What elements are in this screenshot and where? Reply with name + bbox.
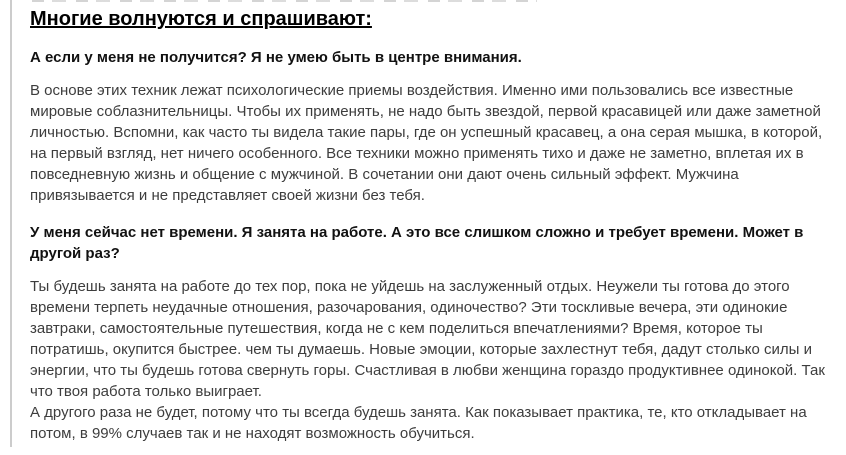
faq-answer-1: В основе этих техник лежат психологические приемы воздействия. Именно ими пользовались все известные мировые соблазнительницы. Чтобы их применять, не надо быть звездой, первой красавицей или даже заметной личностью. Вспомни, как часто ты видела такие пары, где он успешный красавец, а она серая мышка, в которой, на первый взгляд, нет ничего особенного. Все техники можно применять тихо и даже не заметно, вплетая их в повседневную жизнь и общение с мужчиной. В сочетании они дают очень сильный эффект. Мужчина привязывается и не представляет своей жизни без тебя. — [30, 82, 823, 204]
page-title: Многие волнуются и спрашивают: — [30, 8, 372, 30]
faq-question-1: А если у меня не получится? Я не умею быть в центре внимания. — [30, 49, 522, 66]
faq-answer-2-part-1: Ты будешь занята на работе до тех пор, пока не уйдешь на заслуженный отдых. Неужели ты готова до этого времени терпеть неудачные отношения, разочарования, одиночество? Эти тоскливые вечера, эти одинокие завтраки, самостоятельные путешествия, когда не с кем поделиться впечатлениями? Время, которое ты потратишь, окупится быстрее. чем ты думаешь. Новые эмоции, которые захлестнут тебя, дадут столько силы и энергии, что ты будешь готова свернуть горы. Счастливая в любви женщина гораздо продуктивнее одинокой. Так что твоя работа только выиграет. — [30, 278, 825, 400]
page-left-border-line — [10, 0, 12, 447]
faq-question-2: У меня сейчас нет времени. Я занята на работе. А это все слишком сложно и требует времени. Может в другой раз? — [30, 224, 804, 262]
faq-answer-2-part-2: А другого раза не будет, потому что ты всегда будешь занята. Как показывает практика, те, кто откладывает на потом, в 99% случаев так и не находят возможность обучиться. — [30, 404, 807, 442]
article-content — [30, 0, 832, 444]
faq-answer-2 — [30, 276, 832, 444]
